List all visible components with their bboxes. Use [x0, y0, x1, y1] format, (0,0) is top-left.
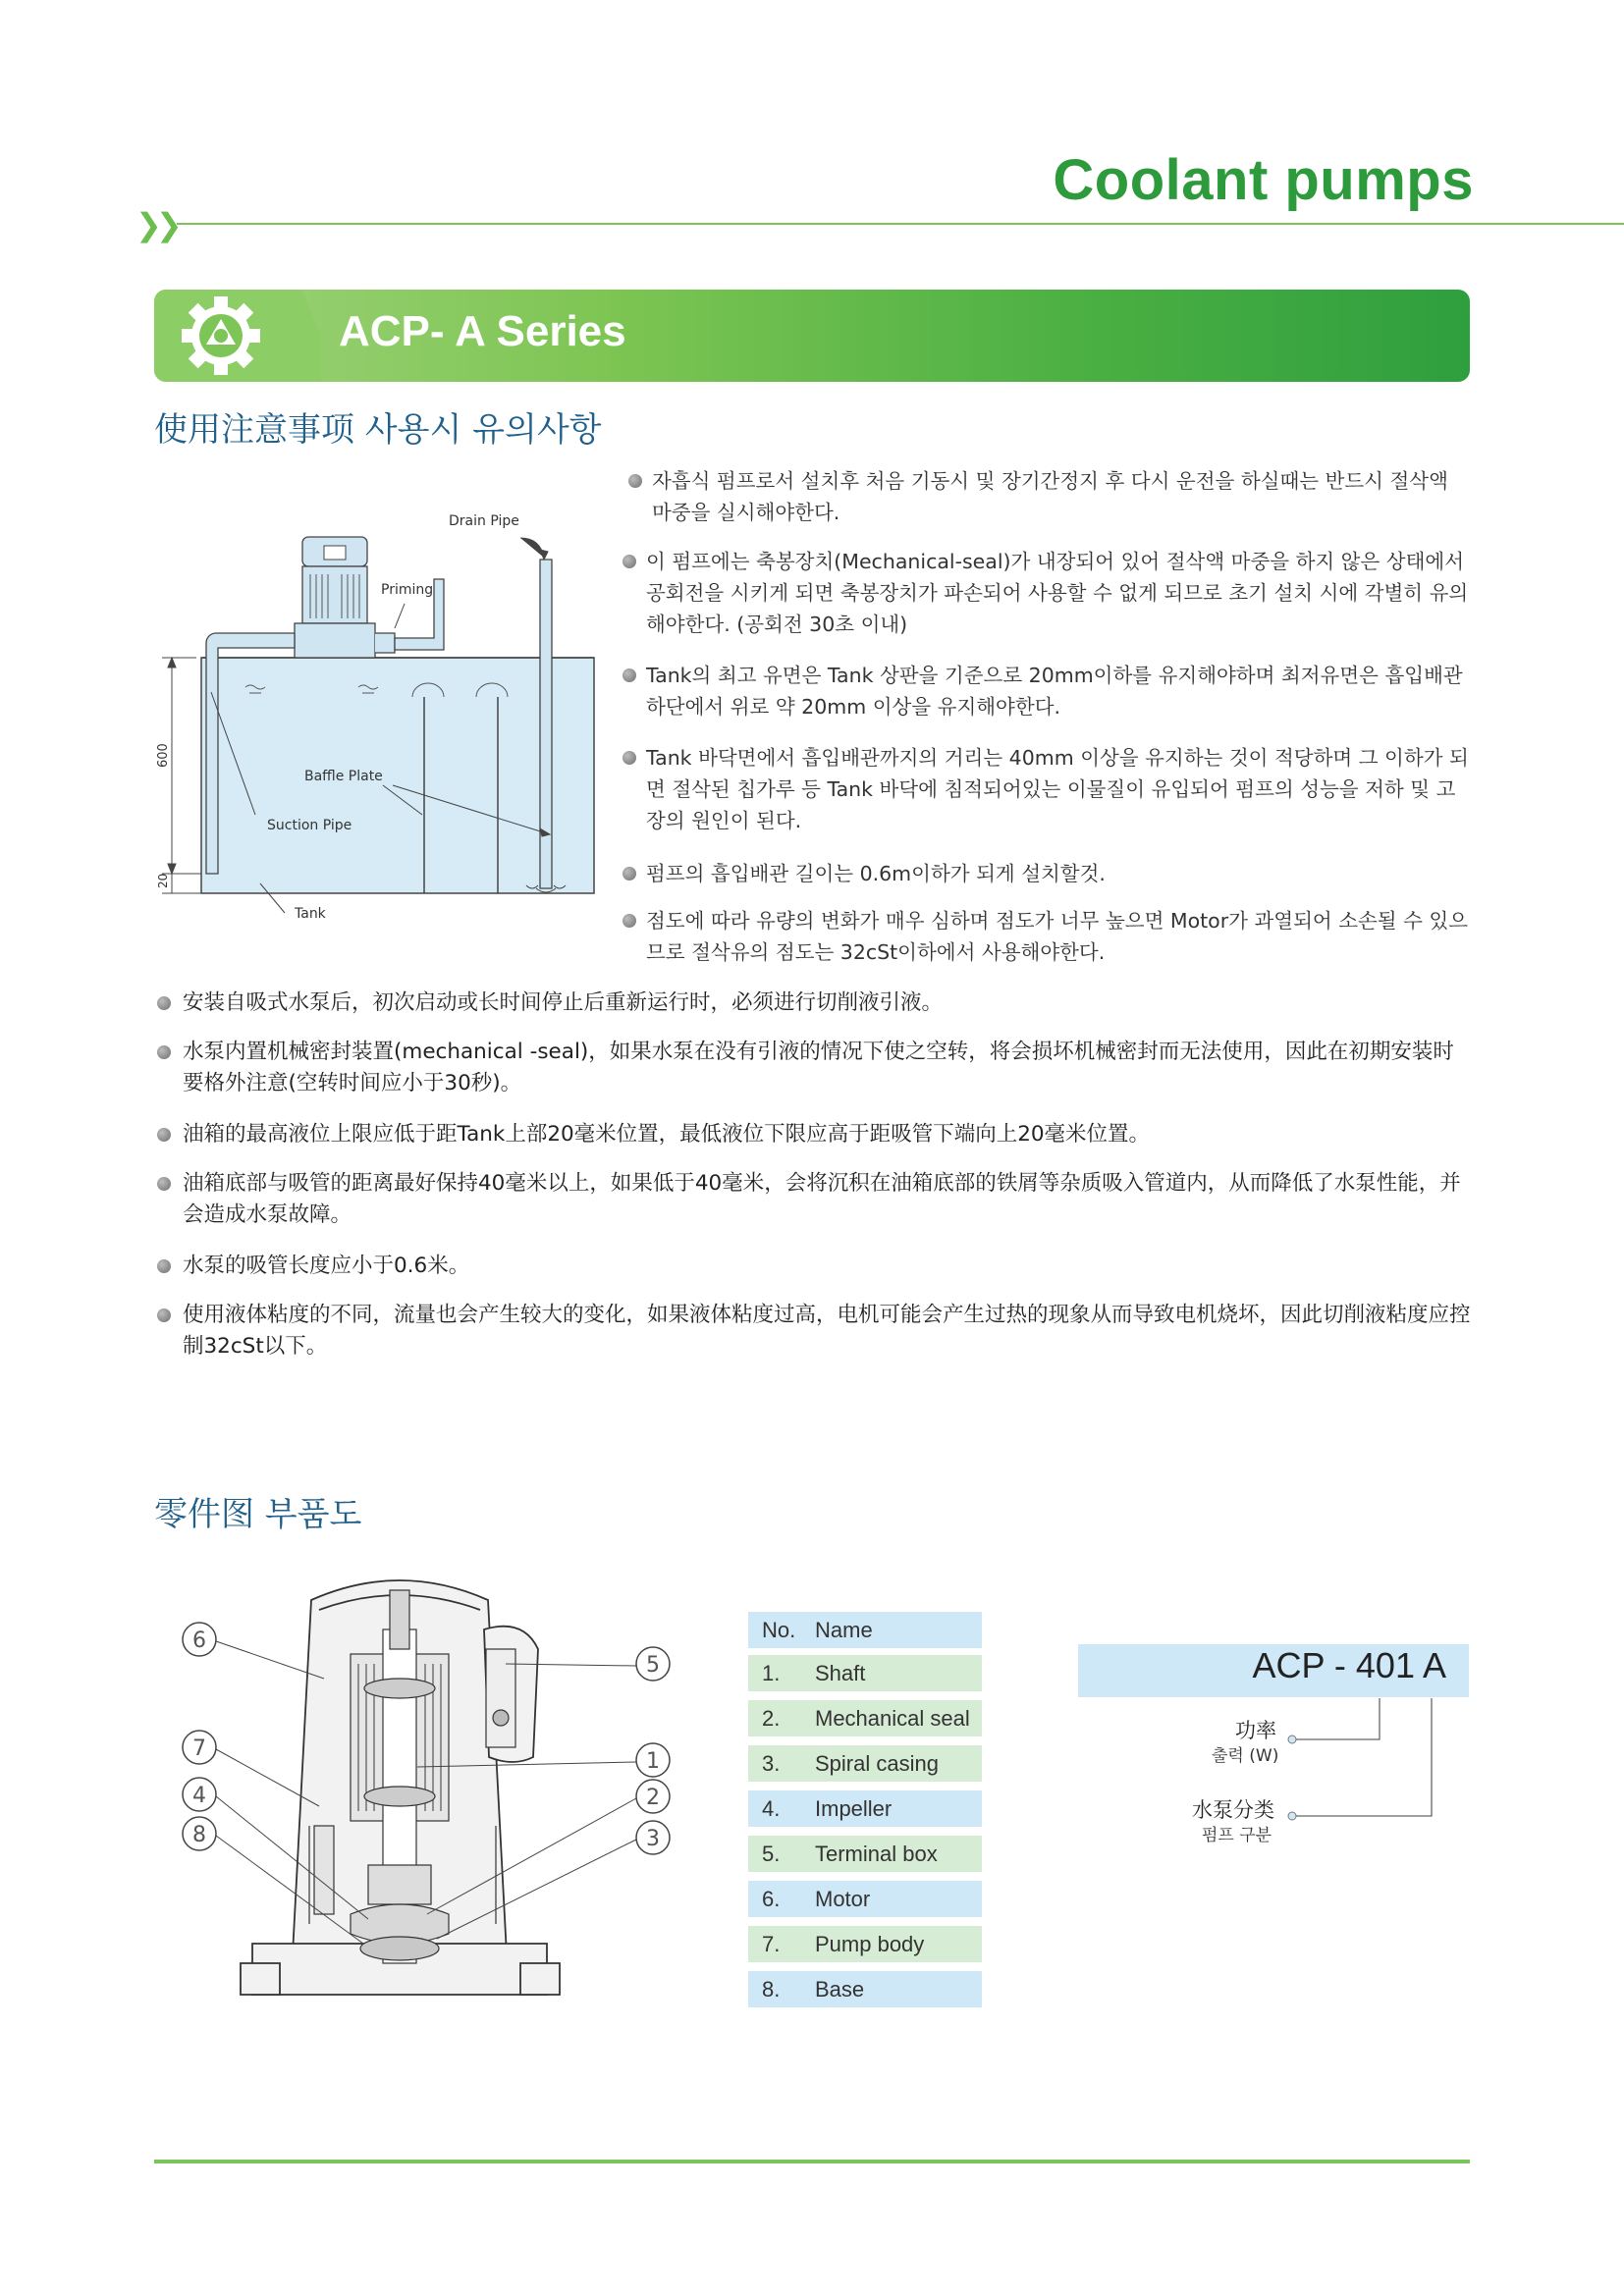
series-title: ACP- A Series — [339, 307, 626, 355]
dim-20-label: 20 — [156, 873, 170, 888]
table-row: 3. Spiral casing — [748, 1745, 982, 1782]
table-row: 4. Impeller — [748, 1790, 982, 1827]
note-kr-2: 이 펌프에는 축봉장치(Mechanical-seal)가 내장되어 있어 절삭액 마중을 하지 않은 상태에서 공회전을 시키게 되면 축봉장치가 파손되어 사용할 수 없게 되므로 초기 설치 시에 각별히 유의해야한다. (공회전 30초 이내) — [623, 546, 1473, 640]
callout-3: 3 — [646, 1827, 660, 1851]
note-kr-5: 펌프의 흡입배관 길이는 0.6m이하가 되게 설치할것. — [623, 858, 1473, 889]
callout-4: 4 — [192, 1784, 206, 1808]
footer-divider — [154, 2160, 1470, 2163]
power-label-kr: 출력 (W) — [1212, 1746, 1279, 1766]
callout-7: 7 — [192, 1736, 206, 1761]
note-cn-2: 水泵内置机械密封装置(mechanical -seal)，如果水泵在没有引液的情况下使之空转，将会损坏机械密封而无法使用，因此在初期安装时要格外注意(空转时间应小于30秒)。 — [157, 1037, 1473, 1099]
note-cn-6: 使用液体粘度的不同，流量也会产生较大的变化，如果液体粘度过高，电机可能会产生过热的现象从而导致电机烧坏，因此切削液粘度应控制32cSt以下。 — [157, 1300, 1473, 1362]
table-row: 7. Pump body — [748, 1926, 982, 1962]
note-cn-5: 水泵的吸管长度应小于0.6米。 — [157, 1251, 1473, 1282]
dim-600-label: 600 — [156, 743, 171, 768]
model-code: ACP - 401 A — [1252, 1645, 1446, 1685]
suction-pipe-label: Suction Pipe — [267, 818, 352, 833]
power-label-cn: 功率 — [1235, 1719, 1276, 1742]
type-label-cn: 水泵分类 — [1192, 1798, 1274, 1822]
note-cn-3: 油箱的最高液位上限应低于距Tank上部20毫米位置，最低液位下限应高于距吸管下端向上20毫米位置。 — [157, 1119, 1473, 1150]
note-cn-4: 油箱底部与吸管的距离最好保持40毫米以上，如果低于40毫米，会将沉积在油箱底部的铁屑等杂质吸入管道内，从而降低了水泵性能，并会造成水泵故障。 — [157, 1168, 1473, 1231]
gear-icon — [154, 290, 321, 382]
chevron-right-icon: ❯❯ — [135, 206, 177, 243]
page-title: Coolant pumps — [1053, 148, 1474, 212]
priming-label: Priming — [381, 582, 434, 598]
banner-icon-area — [154, 290, 321, 382]
note-cn-1: 安装自吸式水泵后，初次启动或长时间停止后重新运行时，必须进行切削液引液。 — [157, 988, 1473, 1019]
note-kr-6: 점도에 따라 유량의 변화가 매우 심하며 점도가 너무 높으면 Motor가 과열되어 소손될 수 있으므로 절삭유의 점도는 32cSt이하에서 사용해야한다. — [623, 905, 1473, 968]
model-code-leaders — [1276, 1698, 1453, 1826]
table-row: 2. Mechanical seal — [748, 1700, 982, 1736]
type-label-kr: 펌프 구분 — [1202, 1826, 1272, 1845]
pump-cross-section-diagram — [172, 1571, 702, 2022]
baffle-plate-label: Baffle Plate — [304, 769, 383, 784]
parts-heading: 零件图 부품도 — [154, 1495, 362, 1534]
callout-8: 8 — [192, 1823, 206, 1847]
tank-installation-diagram — [147, 501, 609, 933]
callout-2: 2 — [646, 1786, 660, 1810]
table-row: 5. Terminal box — [748, 1836, 982, 1872]
header-divider — [177, 223, 1624, 225]
callout-1: 1 — [646, 1749, 660, 1774]
callout-6: 6 — [192, 1629, 206, 1653]
note-kr-3: Tank의 최고 유면은 Tank 상판을 기준으로 20mm이하를 유지해야하며 최저유면은 흡입배관 하단에서 위로 약 20mm 이상을 유지해야한다. — [623, 660, 1473, 722]
table-row: 1. Shaft — [748, 1655, 982, 1691]
drain-pipe-label: Drain Pipe — [449, 513, 519, 529]
table-row: 6. Motor — [748, 1881, 982, 1917]
note-kr-1: 자흡식 펌프로서 설치후 처음 기동시 및 장기간정지 후 다시 운전을 하실때는 반드시 절삭액 마중을 실시해야한다. — [628, 465, 1473, 528]
usage-heading: 使用注意事项 사용시 유의사항 — [154, 410, 602, 450]
table-row: 8. Base — [748, 1971, 982, 2007]
note-kr-4: Tank 바닥면에서 흡입배관까지의 거리는 40mm 이상을 유지하는 것이 적당하며 그 이하가 되면 절삭된 칩가루 등 Tank 바닥에 침적되어있는 이물질이 유입되어 펌프의 성능을 저하 및 고장의 원인이 된다. — [623, 742, 1473, 836]
callout-5: 5 — [646, 1653, 660, 1678]
table-header: No. Name — [748, 1612, 982, 1648]
tank-label: Tank — [295, 906, 326, 922]
